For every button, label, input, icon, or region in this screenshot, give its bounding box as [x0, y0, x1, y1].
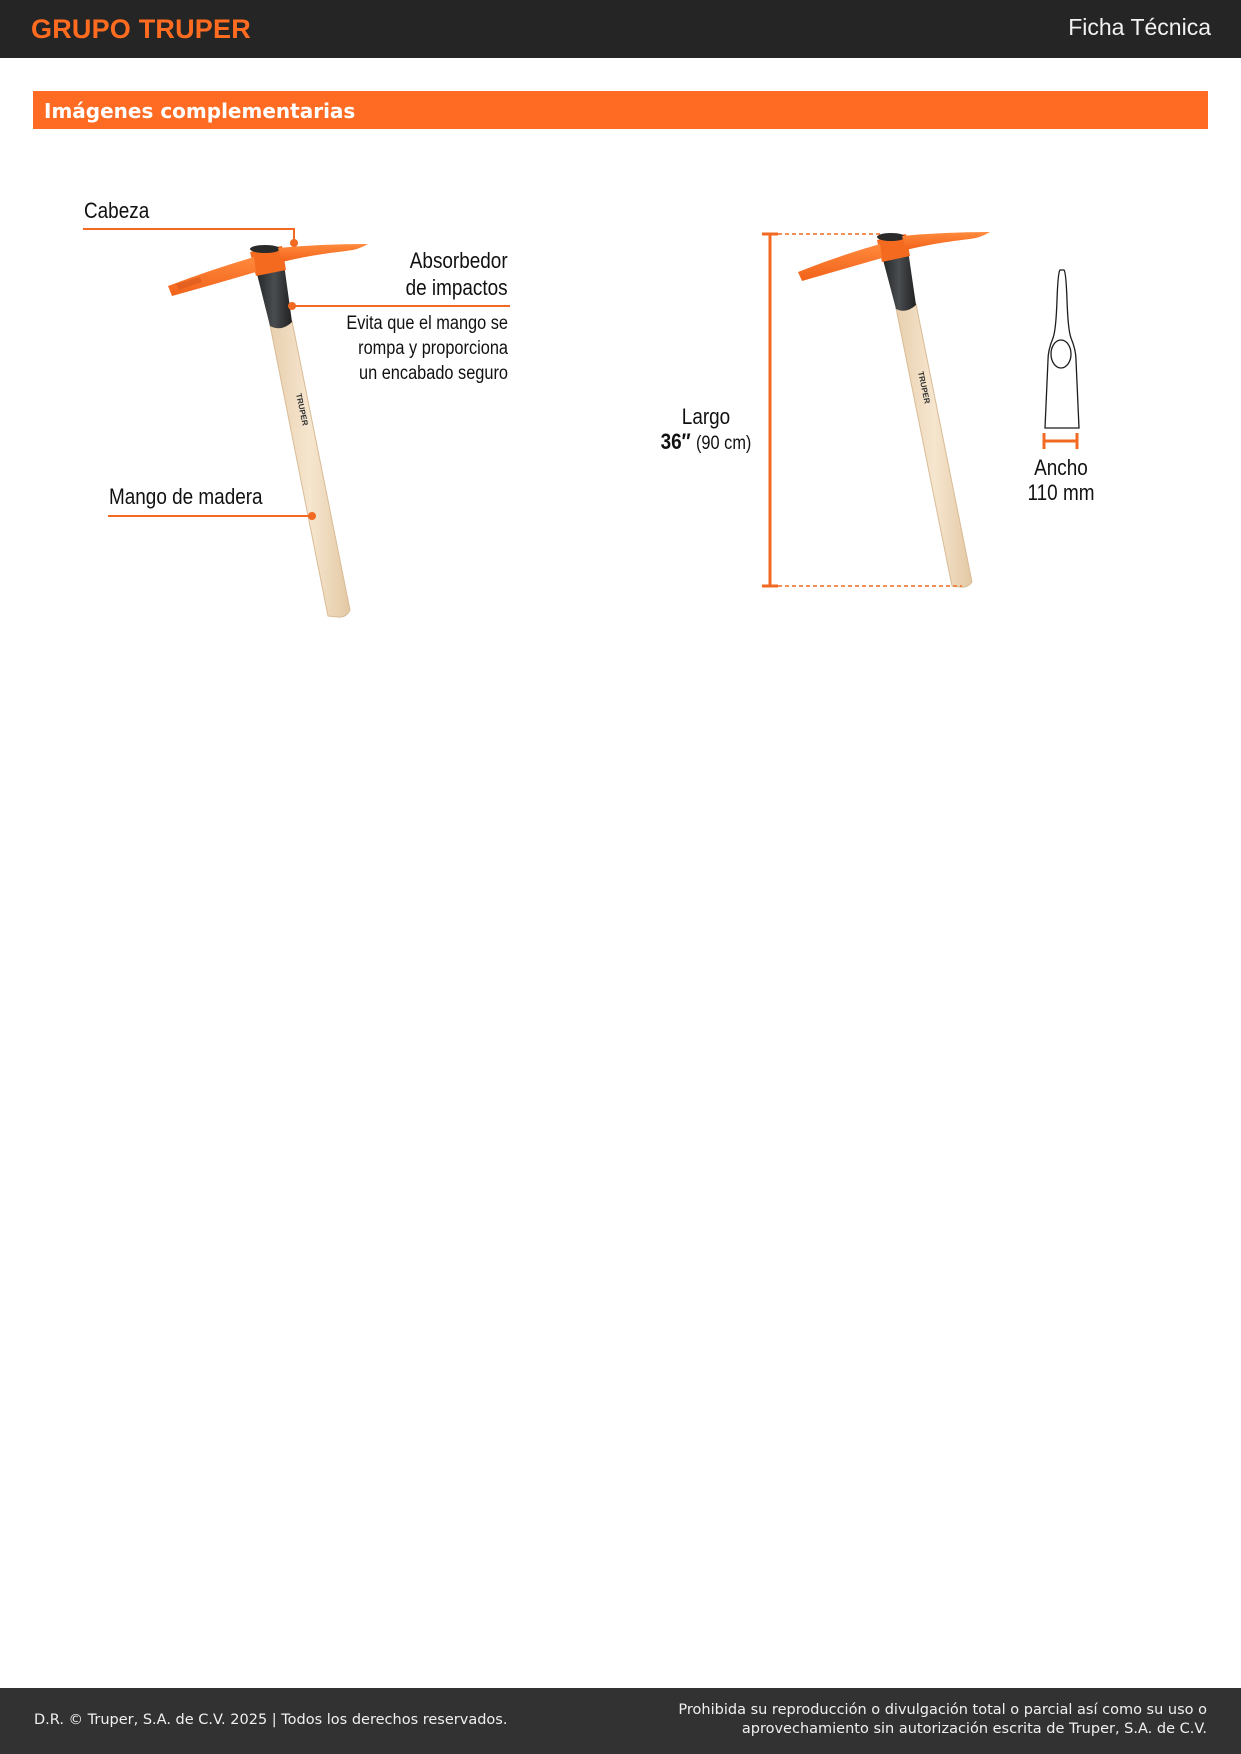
pickaxe-left-illustration	[168, 244, 368, 617]
absorber-description-line3: un encabado seguro	[358, 363, 508, 384]
product-illustrations	[0, 0, 1241, 640]
legal-notice-line1: Prohibida su reproducción o divulgación total o parcial así como su uso o	[678, 1702, 1207, 1718]
footer-bar	[0, 1688, 1241, 1754]
length-label: Largo	[681, 404, 731, 429]
label-impact-absorber	[406, 247, 508, 301]
pick-front-view	[1045, 270, 1079, 428]
pick-spike	[278, 244, 368, 262]
label-impact-absorber-line1: Absorbedor	[410, 248, 508, 273]
label-wooden-handle: Mango de madera	[109, 484, 263, 509]
chisel-blade	[798, 244, 882, 281]
callout-line-head	[83, 229, 294, 243]
legal-notice	[678, 1701, 1207, 1739]
handle-brand-mark: TRUPER	[294, 392, 310, 427]
document-type-title: Ficha Técnica	[1068, 14, 1211, 40]
width-dimension	[1044, 433, 1077, 449]
front-view-eye	[1051, 340, 1071, 368]
brand-logo: GRUPO TRUPER	[31, 14, 251, 44]
width-label-block	[1018, 455, 1104, 505]
wooden-handle	[896, 304, 972, 587]
copyright-notice: D.R. © Truper, S.A. de C.V. 2025 | Todos los derechos reservados.	[34, 1712, 508, 1728]
label-head: Cabeza	[84, 198, 150, 223]
handle-brand-mark: TRUPER	[916, 370, 932, 405]
width-label: Ancho	[1034, 455, 1088, 480]
absorber-description-line2: rompa y proporciona	[358, 338, 508, 359]
pickaxe-right-illustration	[798, 232, 990, 587]
label-impact-absorber-line2: de impactos	[405, 275, 508, 300]
length-value-row	[649, 429, 763, 456]
pick-spike	[902, 232, 990, 250]
width-value: 110 mm	[1027, 480, 1095, 505]
length-label-block	[649, 404, 763, 456]
chisel-blade	[168, 257, 256, 296]
wooden-handle	[270, 321, 350, 617]
absorber-description	[346, 311, 508, 386]
callout-dot-head	[290, 239, 298, 247]
absorber-description-line1: Evita que el mango se	[346, 313, 508, 334]
callout-dot-handle	[308, 512, 316, 520]
length-value: 36″	[660, 429, 691, 454]
callout-dot-absorber	[288, 302, 296, 310]
length-metric: (90 cm)	[695, 433, 752, 454]
legal-notice-line2: aprovechamiento sin autorización escrita de Truper, S.A. de C.V.	[741, 1721, 1207, 1737]
section-title: Imágenes complementarias	[44, 99, 356, 123]
